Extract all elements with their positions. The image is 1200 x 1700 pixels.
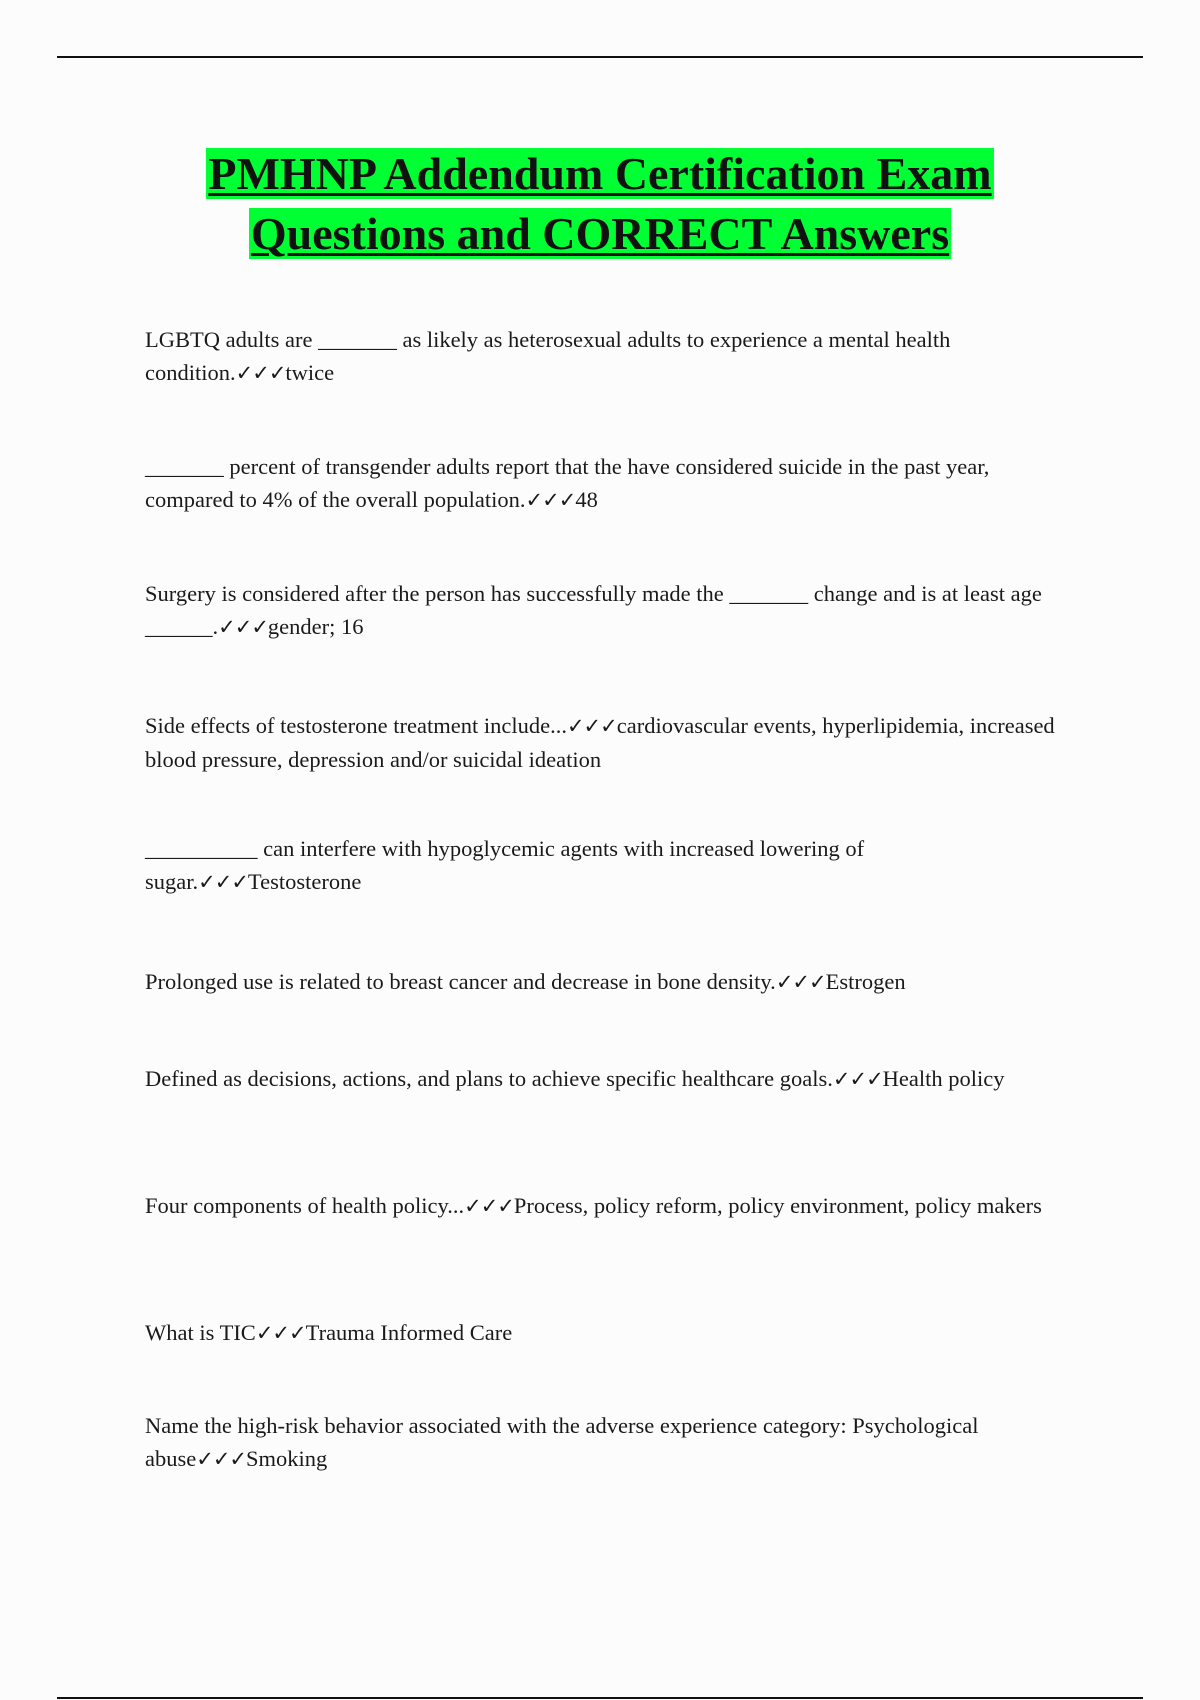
qa-item <box>145 1316 1065 1350</box>
check-marks-icon: ✓✓✓ <box>255 1321 306 1345</box>
title-line-1: PMHNP Addendum Certification Exam <box>208 148 992 199</box>
qa-item <box>145 709 1065 776</box>
qa-item <box>145 1409 1065 1476</box>
check-marks-icon: ✓✓✓ <box>196 1447 247 1471</box>
qa-answer: twice <box>285 360 335 385</box>
document-title <box>100 144 1100 264</box>
qa-question: _______ percent of transgender adults report that the have considered suicide in the past year, compared to 4% of the overall population. <box>145 454 990 512</box>
bottom-rule <box>57 1697 1143 1699</box>
qa-answer: Process, policy reform, policy environment, policy makers <box>513 1193 1042 1218</box>
qa-item <box>145 1189 1065 1223</box>
check-marks-icon: ✓✓✓ <box>775 970 826 994</box>
qa-question: Side effects of testosterone treatment include... <box>145 713 567 738</box>
qa-item <box>145 577 1065 644</box>
qa-answer: 48 <box>575 487 598 512</box>
qa-answer: Smoking <box>246 1446 328 1471</box>
check-marks-icon: ✓✓✓ <box>525 488 576 512</box>
qa-answer: Testosterone <box>247 869 362 894</box>
qa-question: Defined as decisions, actions, and plans to achieve specific healthcare goals. <box>145 1066 833 1091</box>
top-rule <box>57 56 1143 58</box>
check-marks-icon: ✓✓✓ <box>464 1194 514 1218</box>
qa-question: Prolonged use is related to breast cancer and decrease in bone density. <box>145 969 776 994</box>
qa-item <box>145 450 1065 517</box>
qa-question: __________ can interfere with hypoglycemic agents with increased lowering of sugar. <box>145 836 865 894</box>
check-marks-icon: ✓✓✓ <box>235 361 286 385</box>
qa-item <box>145 832 1065 899</box>
check-marks-icon: ✓✓✓ <box>832 1067 883 1091</box>
qa-question: What is TIC <box>145 1320 256 1345</box>
qa-question: Surgery is considered after the person has successfully made the _______ change and is at least age ______. <box>145 581 1042 639</box>
qa-question: LGBTQ adults are _______ as likely as heterosexual adults to experience a mental health condition. <box>145 327 951 385</box>
qa-answer: Estrogen <box>825 969 906 994</box>
qa-item <box>145 323 1065 390</box>
qa-answer: Health policy <box>882 1066 1005 1091</box>
qa-answer: cardiovascular events, hyperlipidemia, increased blood pressure, depression and/or suicidal ideation <box>145 713 1055 772</box>
qa-question: Four components of health policy... <box>145 1193 465 1218</box>
title-line-2: Questions and CORRECT Answers <box>250 208 950 259</box>
qa-answer: Trauma Informed Care <box>305 1320 513 1345</box>
check-marks-icon: ✓✓✓ <box>198 870 248 894</box>
qa-item <box>145 965 1065 999</box>
qa-answer: gender; 16 <box>267 614 364 639</box>
check-marks-icon: ✓✓✓ <box>218 615 268 639</box>
qa-question: Name the high-risk behavior associated with the adverse experience category: Psychological abuse <box>145 1413 979 1471</box>
qa-item <box>145 1062 1065 1096</box>
check-marks-icon: ✓✓✓ <box>566 714 617 738</box>
